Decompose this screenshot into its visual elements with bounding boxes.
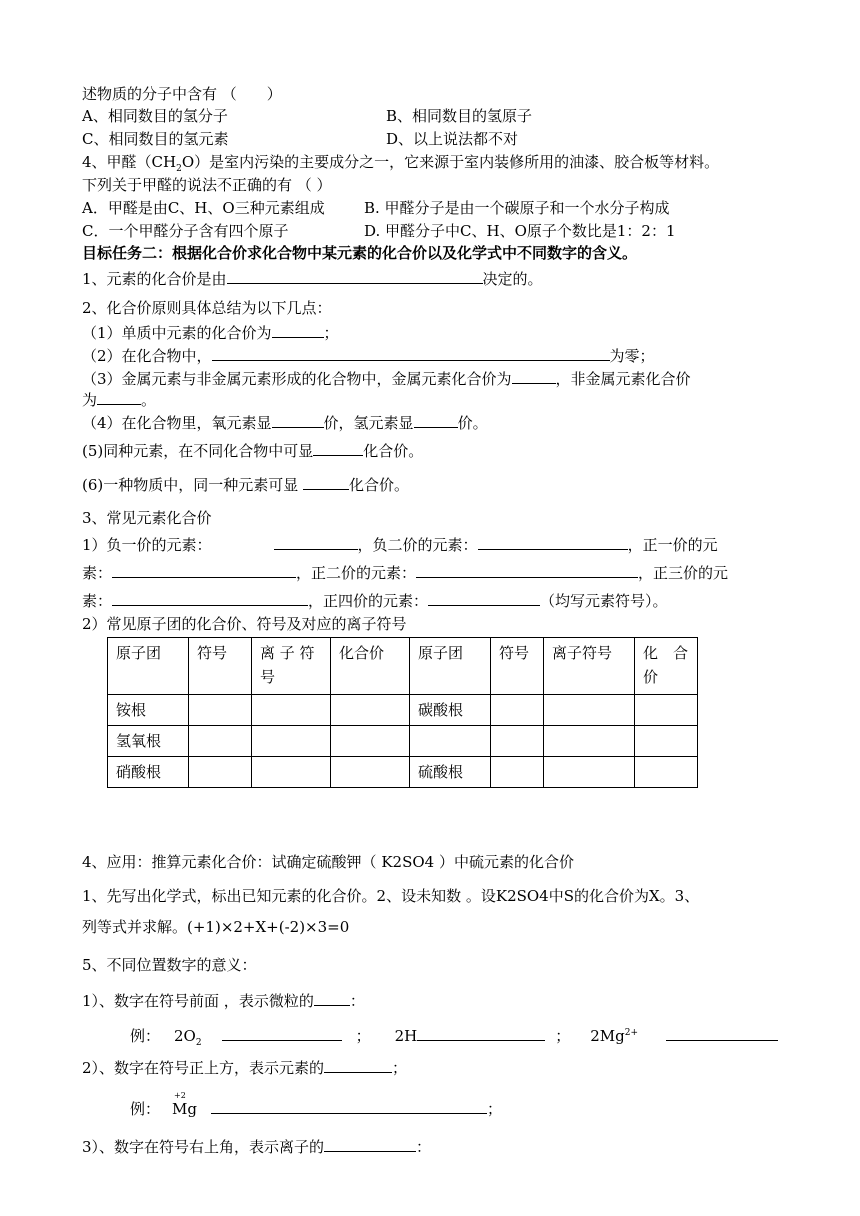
- section5-example2: 例： +2 Mg ；: [130, 1091, 502, 1118]
- blank[interactable]: [478, 534, 628, 550]
- section4-line1: 1、先写出化学式，标出已知元素的化合价。2、设未知数 。设K2SO4中S的化合价为X。3、: [82, 887, 700, 905]
- section3-line1: 1）负一价的元素： ，负二价的元素： ，正一价的元: [82, 536, 718, 554]
- task2-item1: 1、元素的化合价是由 决定的。: [82, 270, 543, 288]
- table-cell: 铵根: [108, 695, 189, 726]
- table-cell: [410, 726, 491, 757]
- section5-title: 5、不同位置数字的意义：: [82, 956, 257, 974]
- blank[interactable]: [417, 1025, 545, 1041]
- table-header-cell: 化合价: [331, 638, 410, 695]
- section3-title: 3、常见元素化合价: [82, 509, 212, 527]
- blank[interactable]: [303, 474, 349, 490]
- section4-line2: 列等式并求解。(+1)×2+X+(-2)×3=0: [82, 918, 350, 936]
- table-cell[interactable]: [252, 757, 331, 788]
- q4-option-c: C．一个甲醛分子含有四个原子: [82, 222, 289, 240]
- section5-example1: 例： $2O_2$ ； 2H ； $2Mg^{2+}$: [130, 1023, 778, 1053]
- table-cell[interactable]: [252, 726, 331, 757]
- section5-item2: 2）、数字在符号正上方，表示元素的 ；: [82, 1059, 408, 1077]
- task2-item2: 2、化合价原则具体总结为以下几点：: [82, 299, 332, 317]
- blank[interactable]: [227, 268, 483, 284]
- table-row: [108, 726, 698, 757]
- table-header-cell: 符号: [491, 638, 544, 695]
- table-cell[interactable]: [252, 695, 331, 726]
- table-cell[interactable]: [635, 726, 698, 757]
- blank[interactable]: [112, 562, 296, 578]
- blank[interactable]: [272, 322, 324, 338]
- q3-option-d: D、以上说法都不对: [386, 130, 519, 148]
- table-cell: 氢氧根: [108, 726, 189, 757]
- section3-line4: 2）常见原子团的化合价、符号及对应的离子符号: [82, 615, 407, 633]
- section4-title: 4、应用：推算元素化合价：试确定硫酸钾（ K2SO4 ）中硫元素的化合价: [82, 853, 574, 871]
- blank[interactable]: [428, 590, 540, 606]
- blank[interactable]: [314, 990, 350, 1006]
- table-header-row: [108, 638, 698, 695]
- table-cell[interactable]: [491, 695, 544, 726]
- table-header-cell: 化 合 价: [635, 638, 698, 695]
- task2-point5: (5)同种元素，在不同化合物中可显 化合价。: [82, 442, 424, 460]
- table-cell[interactable]: [544, 726, 635, 757]
- blank[interactable]: [211, 1098, 487, 1114]
- table-cell[interactable]: [491, 726, 544, 757]
- blank[interactable]: [272, 412, 324, 428]
- q3-option-c: C、相同数目的氢元素: [82, 130, 229, 148]
- table-header-cell: 离子符号: [544, 638, 635, 695]
- task2-point1: （1）单质中元素的化合价为 ；: [82, 324, 339, 342]
- table-cell[interactable]: [189, 695, 252, 726]
- blank[interactable]: [324, 1136, 416, 1152]
- table-header-cell: 原子团: [410, 638, 491, 695]
- valence-symbol: +2 Mg: [172, 1091, 197, 1118]
- section3-line2: 素： ，正二价的元素： ，正三价的元: [82, 564, 729, 582]
- blank[interactable]: [414, 412, 458, 428]
- table-cell: 碳酸根: [410, 695, 491, 726]
- table-cell[interactable]: [189, 757, 252, 788]
- table-header-cell: 原子团: [108, 638, 189, 695]
- table-cell[interactable]: [635, 695, 698, 726]
- blank[interactable]: [274, 534, 358, 550]
- table-cell[interactable]: [635, 757, 698, 788]
- table-cell[interactable]: [331, 695, 410, 726]
- table-cell: 硫酸根: [410, 757, 491, 788]
- task2-title: 目标任务二：根据化合价求化合物中某元素的化合价以及化学式中不同数字的含义。: [82, 244, 638, 262]
- table-row: [108, 695, 698, 726]
- table-header-cell: 离 子 符 号: [252, 638, 331, 695]
- q4-stem: 4、甲醛$(CH_2O)$是室内污染的主要成分之一，它来源于室内装修所用的油漆、胶合板等材料。: [82, 153, 720, 174]
- blank[interactable]: [222, 1025, 342, 1041]
- blank[interactable]: [416, 562, 638, 578]
- blank[interactable]: [512, 368, 556, 384]
- q3-option-a: A、相同数目的氢分子: [82, 107, 228, 125]
- blank[interactable]: [666, 1025, 778, 1041]
- section3-line3: 素： ，正四价的元素： （均写元素符号）。: [82, 592, 668, 610]
- task2-point6: (6)一种物质中，同一种元素可显 化合价。: [82, 476, 410, 494]
- q4-option-d: D. 甲醛分子中C、H、O原子个数比是1：2：1: [364, 222, 676, 240]
- section5-item1: 1）、数字在符号前面 ，表示微粒的 ：: [82, 992, 365, 1010]
- table-header-cell: 符号: [189, 638, 252, 695]
- table-cell: 硝酸根: [108, 757, 189, 788]
- q3-stem: 述物质的分子中含有 （ ）: [82, 85, 282, 103]
- atomic-group-table: [107, 637, 698, 788]
- table-cell[interactable]: [491, 757, 544, 788]
- q4-option-a: A．甲醛是由C、H、O三种元素组成: [82, 199, 325, 217]
- table-cell[interactable]: [331, 757, 410, 788]
- blank[interactable]: [97, 389, 141, 405]
- blank[interactable]: [212, 345, 610, 361]
- task2-point3: （3）金属元素与非金属元素形成的化合物中，金属元素化合价为 ，非金属元素化合价: [82, 370, 691, 388]
- q4-stem-line2: 下列关于甲醛的说法不正确的有 （ ）: [82, 176, 332, 194]
- blank[interactable]: [112, 590, 308, 606]
- table-cell[interactable]: [544, 695, 635, 726]
- task2-point3-cont: 为 。: [82, 391, 157, 409]
- q4-option-b: B. 甲醛分子是由一个碳原子和一个水分子构成: [364, 199, 670, 217]
- table-cell[interactable]: [331, 726, 410, 757]
- table-cell[interactable]: [544, 757, 635, 788]
- blank[interactable]: [313, 440, 363, 456]
- section5-item3: 3）、数字在符号右上角，表示离子的 ：: [82, 1138, 432, 1156]
- blank[interactable]: [324, 1057, 392, 1073]
- table-cell[interactable]: [189, 726, 252, 757]
- q3-option-b: B、相同数目的氢原子: [386, 107, 533, 125]
- table-row: [108, 757, 698, 788]
- task2-point4: （4）在化合物里，氧元素显 价，氢元素显 价。: [82, 414, 488, 432]
- task2-point2: （2）在化合物中， 为零；: [82, 347, 655, 365]
